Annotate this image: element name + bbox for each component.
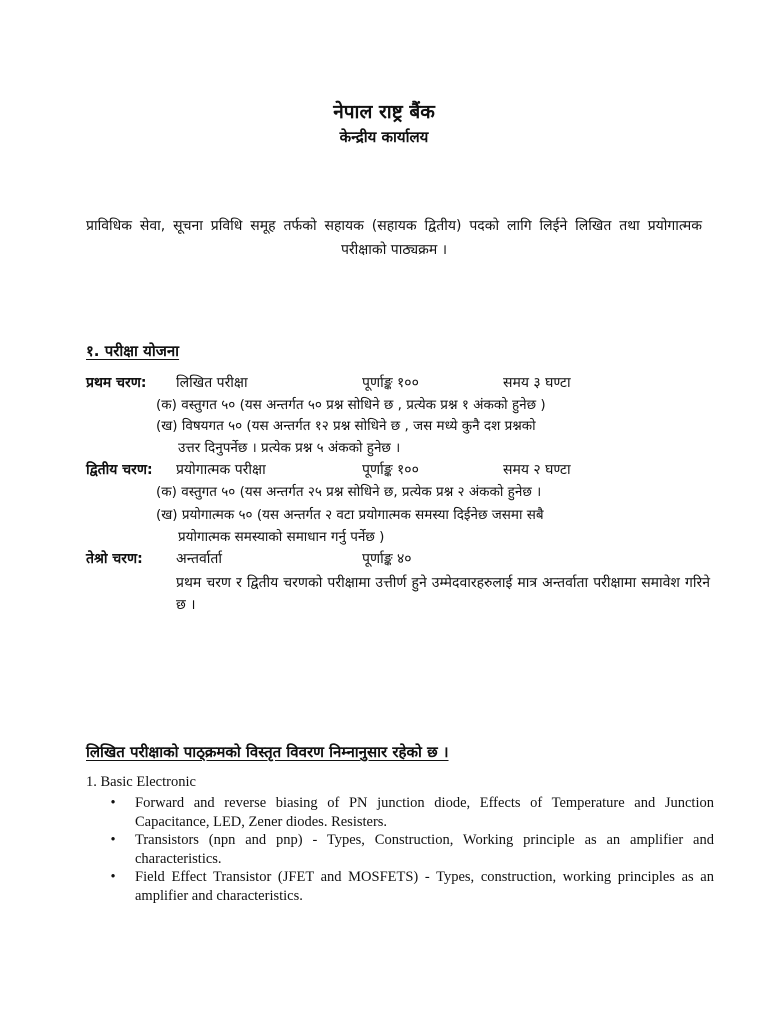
phase-1-label: प्रथम चरण: [86, 375, 147, 391]
phase-1-full-marks: पूर्णाङ्क १०० [362, 375, 419, 391]
document-title: नेपाल राष्ट्र बैंक [333, 101, 435, 123]
phase-3-label: तेश्रो चरण: [86, 551, 143, 567]
phase-2-item-a: (क) वस्तुगत ५० (यस अन्तर्गत २५ प्रश्न सोधिने छ, प्रत्येक प्रश्न २ अंकको हुनेछ । [156, 484, 542, 500]
phase-2-time: समय २ घण्टा [503, 462, 571, 478]
phase-1-name: लिखित परीक्षा [176, 375, 248, 391]
document-subtitle: केन्द्रीय कार्यालय [339, 128, 429, 146]
phase-3-row [0, 549, 768, 571]
list-item [108, 868, 714, 905]
phase-2-full-marks: पूर्णाङ्क १०० [362, 462, 419, 478]
list-item-text: Transistors (npn and pnp) - Types, Construction, Working principle as an amplifier and characteristics. [135, 832, 714, 867]
phase-2-label: द्वितीय चरण: [86, 462, 153, 478]
phase-3-name: अन्तर्वार्ता [176, 551, 223, 567]
phase-2-name: प्रयोगात्मक परीक्षा [176, 462, 266, 478]
phase-3-description: प्रथम चरण र द्वितीय चरणको परीक्षामा उत्तीर्ण हुने उम्मेदवारहरुलाई मात्र अन्तर्वाता परीक्षामा समावेश गरिने छ । [176, 575, 710, 613]
phase-2-item-b: (ख) प्रयोगात्मक ५० (यस अन्तर्गत २ वटा प्रयोगात्मक समस्या दिईनेछ जसमा सबै [156, 507, 544, 523]
list-item [108, 794, 714, 831]
phase-1-row [0, 373, 768, 395]
phase-2-item-b-continued: प्रयोगात्मक समस्याको समाधान गर्नु पर्नेछ ) [178, 529, 385, 545]
bullet-icon: • [110, 869, 116, 885]
phase-1-item-b: (ख) विषयगत ५० (यस अन्तर्गत १२ प्रश्न सोधिने छ , जस मध्ये कुनै दश प्रश्नको [156, 418, 536, 434]
syllabus-heading: लिखित परीक्षाको पाठ्क्रमको विस्तृत विवरण निम्नानुसार रहेको छ । [86, 743, 449, 761]
phase-3-full-marks: पूर्णाङ्क ४० [362, 551, 412, 567]
section-1-bullet-list [108, 794, 714, 905]
list-item-text: Forward and reverse biasing of PN junction diode, Effects of Temperature and Junction Capacitance, LED, Zener diodes. Resisters. [135, 795, 714, 830]
exam-plan-heading: १. परीक्षा योजना [86, 342, 180, 360]
section-1-number: 1. [86, 774, 97, 790]
section-1-heading [86, 774, 196, 791]
intro-paragraph: प्राविधिक सेवा, सूचना प्रविधि समूह तर्फको सहायक (सहायक द्वितीय) पदको लागि लिईने लिखित तथा प्रयोगात्मक परीक्षाको पाठ्यक्रम । [86, 218, 702, 258]
bullet-icon: • [110, 795, 116, 811]
list-item-text: Field Effect Transistor (JFET and MOSFETS) - Types, construction, working principles as an amplifier and characteristics. [135, 869, 714, 904]
phase-2-row [0, 460, 768, 482]
bullet-icon: • [110, 832, 116, 848]
phase-1-item-b-continued: उत्तर दिनुपर्नेछ । प्रत्येक प्रश्न ५ अंकको हुनेछ । [178, 440, 401, 456]
section-1-title: Basic Electronic [100, 774, 196, 790]
phase-1-time: समय ३ घण्टा [503, 375, 571, 391]
list-item [108, 831, 714, 868]
phase-1-item-a: (क) वस्तुगत ५० (यस अन्तर्गत ५० प्रश्न सोधिने छ , प्रत्येक प्रश्न १ अंकको हुनेछ ) [156, 397, 546, 413]
